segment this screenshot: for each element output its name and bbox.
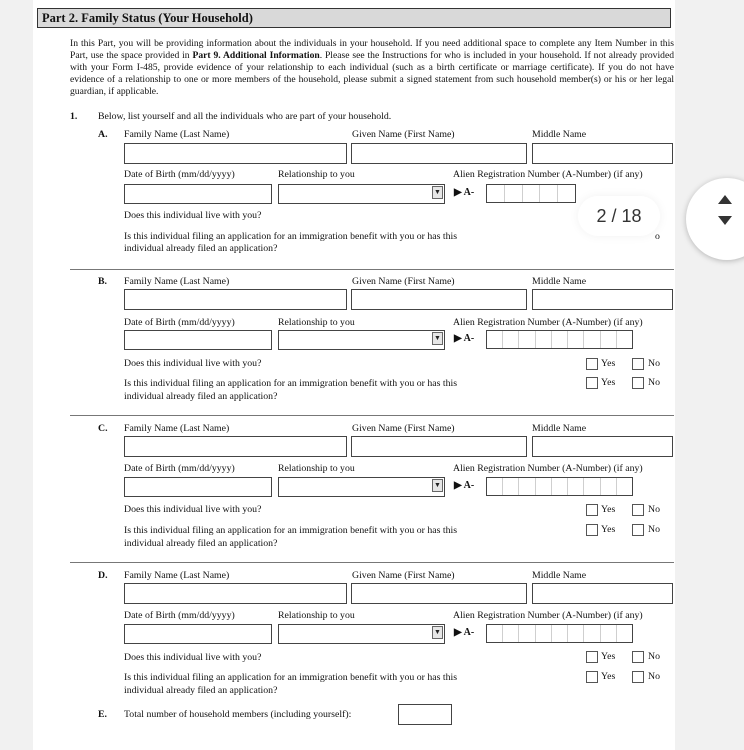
relationship-label: Relationship to you (278, 610, 355, 621)
intro-paragraph: In this Part, you will be providing information about the individuals in your household. If you need additional space to complete any Item Number in this Part, use the space provided in Part 9. Additional Information. Please see the Instructions for who is included in your household. If not already provided with your Form I-485, provide evidence of your relationship to each individual (such as a birth certificate or marriage certificate). If you do not have evidence of a relationship to one or more members of the household, please submit a signed statement from such household member(s) or his or her legal guardian, if applicable. (70, 38, 675, 97)
dob-field[interactable] (124, 477, 272, 497)
family-name-label: Family Name (Last Name) (124, 423, 230, 434)
item-e-letter: E. (98, 709, 107, 720)
page-counter: 2 / 18 (578, 196, 660, 236)
yes-label: Yes (601, 504, 616, 515)
middle-name-label: Middle Name (532, 276, 587, 287)
middle-name-label: Middle Name (532, 423, 587, 434)
middle-name-label: Middle Name (532, 570, 587, 581)
yes-label: Yes (601, 358, 616, 369)
part-header (37, 8, 671, 28)
filing-question-line2: individual already filed an application? (124, 391, 278, 402)
anumber-field[interactable] (486, 477, 633, 496)
lives-with-no-checkbox[interactable] (632, 651, 644, 663)
dob-label: Date of Birth (mm/dd/yyyy) (124, 610, 235, 621)
filing-yes-checkbox[interactable] (586, 671, 598, 683)
filing-no-checkbox[interactable] (632, 671, 644, 683)
family-name-label: Family Name (Last Name) (124, 276, 230, 287)
filing-yes-checkbox[interactable] (586, 524, 598, 536)
yes-label: Yes (601, 377, 616, 388)
section-letter: B. (98, 276, 107, 287)
anumber-field[interactable] (486, 624, 633, 643)
filing-yes-checkbox[interactable] (586, 377, 598, 389)
yes-label: Yes (601, 671, 616, 682)
anumber-prefix: ▶ A- (454, 480, 475, 491)
middle-name-field[interactable] (532, 436, 673, 457)
dropdown-arrow-icon: ▼ (432, 626, 443, 639)
given-name-field[interactable] (351, 583, 527, 604)
no-label: No (648, 524, 660, 535)
no-label: No (648, 358, 660, 369)
section-divider (70, 562, 674, 563)
lives-with-no-checkbox[interactable] (632, 504, 644, 516)
family-name-field[interactable] (124, 289, 347, 310)
lives-with-question: Does this individual live with you? (124, 652, 262, 663)
family-name-label: Family Name (Last Name) (124, 129, 230, 140)
anumber-label: Alien Registration Number (A-Number) (if any) (453, 463, 643, 474)
filing-question-line1: Is this individual filing an application for an immigration benefit with you or has this (124, 525, 458, 536)
lives-with-question: Does this individual live with you? (124, 358, 262, 369)
anumber-label: Alien Registration Number (A-Number) (if any) (453, 317, 643, 328)
family-name-field[interactable] (124, 143, 347, 164)
filing-question-line1: Is this individual filing an application for an immigration benefit with you or has this (124, 672, 458, 683)
yes-label: Yes (601, 651, 616, 662)
item-1-text: Below, list yourself and all the individuals who are part of your household. (98, 111, 392, 122)
given-name-field[interactable] (351, 436, 527, 457)
relationship-select[interactable] (278, 624, 445, 644)
relationship-label: Relationship to you (278, 463, 355, 474)
section-letter: C. (98, 423, 108, 434)
dob-label: Date of Birth (mm/dd/yyyy) (124, 463, 235, 474)
dropdown-arrow-icon: ▼ (432, 479, 443, 492)
relationship-label: Relationship to you (278, 317, 355, 328)
no-label: No (648, 671, 660, 682)
given-name-field[interactable] (351, 289, 527, 310)
chevron-up-icon[interactable] (718, 195, 732, 204)
relationship-label: Relationship to you (278, 169, 355, 180)
chevron-down-icon[interactable] (718, 216, 732, 225)
filing-question-line2: individual already filed an application? (124, 538, 278, 549)
family-name-label: Family Name (Last Name) (124, 570, 230, 581)
dropdown-arrow-icon: ▼ (432, 332, 443, 345)
given-name-label: Given Name (First Name) (352, 129, 455, 140)
filing-no-checkbox[interactable] (632, 377, 644, 389)
filing-question-line2: individual already filed an application? (124, 685, 278, 696)
middle-name-field[interactable] (532, 583, 673, 604)
lives-with-no-checkbox[interactable] (632, 358, 644, 370)
middle-name-field[interactable] (532, 289, 673, 310)
dob-field[interactable] (124, 330, 272, 350)
filing-question-line1: Is this individual filing an application for an immigration benefit with you or has this (124, 378, 458, 389)
anumber-prefix: ▶ A- (454, 333, 475, 344)
anumber-prefix: ▶ A- (454, 627, 475, 638)
filing-question-line2: individual already filed an application? (124, 243, 278, 254)
no-label-partial: o (655, 231, 660, 242)
item-1-number: 1. (70, 111, 78, 122)
lives-with-yes-checkbox[interactable] (586, 651, 598, 663)
dob-label: Date of Birth (mm/dd/yyyy) (124, 169, 235, 180)
anumber-label: Alien Registration Number (A-Number) (if any) (453, 169, 643, 180)
dob-label: Date of Birth (mm/dd/yyyy) (124, 317, 235, 328)
lives-with-question: Does this individual live with you? (124, 504, 262, 515)
given-name-label: Given Name (First Name) (352, 423, 455, 434)
relationship-select[interactable] (278, 330, 445, 350)
relationship-select[interactable] (278, 184, 445, 204)
household-total-field[interactable] (398, 704, 452, 725)
family-name-field[interactable] (124, 583, 347, 604)
family-name-field[interactable] (124, 436, 347, 457)
filing-question-line1: Is this individual filing an application for an immigration benefit with you or has this (124, 231, 458, 242)
anumber-field[interactable] (486, 184, 576, 203)
lives-with-yes-checkbox[interactable] (586, 358, 598, 370)
section-letter: A. (98, 129, 108, 140)
part-title: Part 2. Family Status (Your Household) (42, 11, 253, 25)
filing-no-checkbox[interactable] (632, 524, 644, 536)
lives-with-yes-checkbox[interactable] (586, 504, 598, 516)
dropdown-arrow-icon: ▼ (432, 186, 443, 199)
anumber-label: Alien Registration Number (A-Number) (if any) (453, 610, 643, 621)
middle-name-field[interactable] (532, 143, 673, 164)
dob-field[interactable] (124, 624, 272, 644)
anumber-field[interactable] (486, 330, 633, 349)
yes-label: Yes (601, 524, 616, 535)
relationship-select[interactable] (278, 477, 445, 497)
section-divider (70, 269, 674, 270)
section-letter: D. (98, 570, 108, 581)
given-name-field[interactable] (351, 143, 527, 164)
no-label: No (648, 651, 660, 662)
given-name-label: Given Name (First Name) (352, 570, 455, 581)
page-navigation-button[interactable] (686, 178, 744, 260)
dob-field[interactable] (124, 184, 272, 204)
section-divider (70, 415, 674, 416)
given-name-label: Given Name (First Name) (352, 276, 455, 287)
lives-with-question: Does this individual live with you? (124, 210, 262, 221)
no-label: No (648, 377, 660, 388)
anumber-prefix: ▶ A- (454, 187, 475, 198)
middle-name-label: Middle Name (532, 129, 587, 140)
no-label: No (648, 504, 660, 515)
household-total-label: Total number of household members (including yourself): (124, 709, 352, 720)
